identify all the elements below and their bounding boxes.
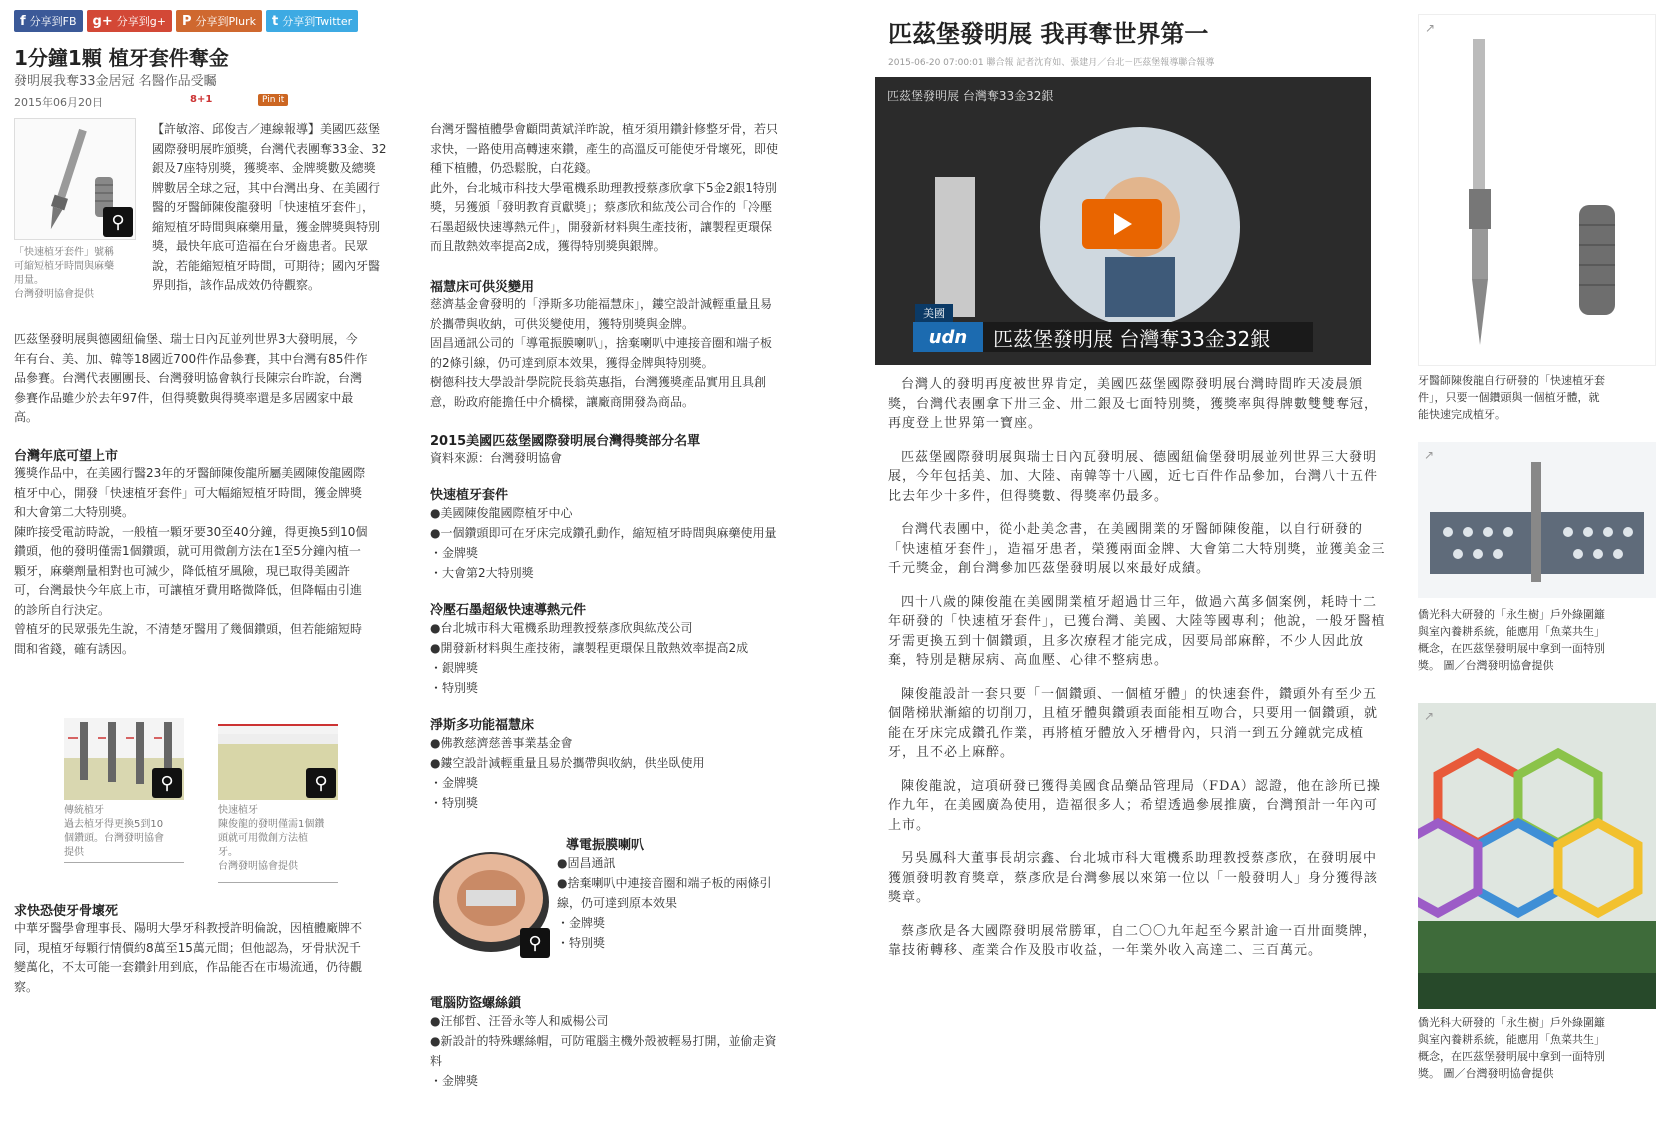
winner-details [430,618,825,698]
implant-kit-photo[interactable] [14,118,136,240]
gplus-icon: g+ [92,13,113,29]
list-item: ・特別獎 [557,936,606,950]
text-line: 台灣牙醫植體學會顧問黃斌洋昨說，植牙須用鑽針修整牙骨，若只 [430,122,779,136]
caption-line: 概念，在匹茲堡發明展中拿到一面特別 [1418,642,1605,655]
text-line: 植牙中心，開發「快速植牙套件」可大幅縮短植牙時間，獲金牌獎 [14,485,363,500]
share-bar [14,10,358,32]
gplus-button[interactable]: 8+1 [190,94,213,105]
list-item: 料 [430,1054,443,1068]
share-twitter-button[interactable] [266,10,358,32]
traditional-implant-photo[interactable] [64,718,184,800]
play-button[interactable] [1082,199,1162,249]
caption-line: 能快速完成植牙。 [1418,408,1506,421]
body-paragraph [430,120,825,257]
text-line: 可，台灣最快今年底上市，可讓植牙費用略微降低，但降幅由引進 [14,583,363,597]
share-label: 分享到Twitter [282,15,353,28]
winner-details [557,853,827,953]
text-line: 的診所自行決定。 [14,602,111,617]
text-line: 和大會第二大特別獎。 [14,505,135,519]
caption-line: 牙醫師陳俊龍自行研發的「快速植牙套 [1418,374,1605,387]
caption-line: 提供 [64,847,84,858]
text-line: 同，現植牙每顆行情價約8萬至15萬元間；但他認為，牙骨狀況千 [14,940,361,955]
video-tag: 美國 [915,304,953,322]
winners-list-title: 2015美國匹茲堡國際發明展台灣得獎部分名單 [430,434,701,449]
text-line: 種下植體，仍恐鬆脫，白花錢。 [430,161,599,175]
section-heading: 福慧床可供災變用 [430,280,535,295]
list-item: ・銀牌獎 [430,661,479,675]
text-line: 國際發明展昨頒獎，台灣代表團奪33金、32 [152,141,387,156]
paragraph: 台灣代表團中，從小赴美念書，在美國開業的牙醫師陳俊龍，以自行研發的「快速植牙套件」，造福牙患者，榮獲兩面金牌、大會第二大特別獎，並獲美金三千元獎金，創台灣參加匹茲堡發明展以來最好成績。 [888,522,1386,576]
zoom-icon[interactable]: ⚲ [306,768,336,798]
winner-title: 淨斯多功能福慧床 [430,718,535,733]
fast-implant-photo[interactable] [218,724,338,800]
caption-line: 件」，只要一個鑽頭與一個植牙體，就 [1418,391,1600,404]
fast-implant-caption [218,804,348,874]
caption-line: 個鑽頭。台灣發明協會 [64,833,164,844]
video-title: 匹茲堡發明展 台灣奪33金32銀 [887,89,1054,103]
share-icon[interactable]: ↗ [1424,709,1435,723]
caption-line: 僑光科大研發的「永生樹」戶外綠圍籬 [1418,1016,1605,1029]
list-item: ●開發新材料與生產技術，讓製程更環保且散熱效率提高2成 [430,641,749,655]
list-item: ・金牌獎 [430,546,479,560]
list-item: ・金牌獎 [430,1074,479,1088]
winner-details [430,733,825,813]
paragraph: 匹茲堡國際發明展與瑞士日內瓦發明展、德國紐倫堡發明展並列世界三大發明展，今年包括美、加、大陸、南韓等十八國，近七百件作品參加，台灣八十五件比去年少十多件，但得獎數、得獎率仍最多。 [888,449,1379,504]
winner-details [430,503,825,583]
text-line: 樹德科技大學設計學院院長翁英惠指，台灣獲獎產品實用且具創 [430,375,767,389]
zoom-icon[interactable]: ⚲ [152,768,182,798]
text-line: 而且散熱效率提高2成，獲得特別獎與銀牌。 [430,239,666,253]
list-item: ●美國陳俊龍國際植牙中心 [430,506,573,520]
section-heading: 求快恐使牙骨壞死 [14,904,119,919]
facebook-icon: f [20,13,26,29]
implant-large-illustration [1419,15,1657,367]
text-line: 縮短植牙時間與麻藥用量，獲金牌獎與特別 [152,219,381,234]
speaker-photo[interactable] [430,840,552,960]
caption-line: 牙。 [218,847,238,858]
traditional-implant-caption [64,804,194,860]
eternal-tree-illustration [1418,703,1656,1009]
caption-line: 「快速植牙套件」號稱 [14,247,114,258]
share-icon[interactable]: ↗ [1424,448,1435,462]
list-item: ●汪郁哲、汪晉永等人和威楊公司 [430,1014,609,1028]
text-line: 獲獎作品中，在美國行醫23年的牙醫師陳俊龍所屬美國陳俊龍國際 [14,466,366,480]
caption-line: 與室內養耕系統，能應用「魚菜共生」 [1418,625,1605,638]
text-line: 年有台、美、加、韓等18國近700件作品參賽，其中台灣有85件作 [14,351,368,366]
text-line: 固昌通訊公司的「導電振膜喇叭」，捨棄喇叭中連接音圈和端子板 [430,336,773,350]
winner-title: 冷壓石墨超級快速導熱元件 [430,603,587,618]
eternal-tree-photo[interactable] [1418,703,1656,1009]
winner-title: 快速植牙套件 [430,488,509,503]
text-line: 中華牙醫學會理事長、陽明大學牙科教授許明倫說，因植體廠牌不 [14,921,363,935]
list-item: ●台北城市科大電機系助理教授蔡彥欣與紘茂公司 [430,621,693,635]
article-meta: 2015-06-20 07:00:01 聯合報 記者沈育如、張建月／台北－匹茲堡報導聯合報導 [888,58,1215,68]
planter-photo[interactable] [1418,442,1656,598]
list-item: ・金牌獎 [557,916,606,930]
paragraph: 陳俊龍說，這項研發已獲得美國食品藥品管理局（FDA）認證，他在診所已操作九年，在美國廣為使用，造福很多人；希望透過參展推廣，台灣預計一年內可上市。 [888,778,1381,833]
text-line: 石墨超級快速導熱元件」，開發新材料與生產技術，讓製程更環保 [430,219,773,234]
winner-title: 導電振膜喇叭 [566,838,645,853]
lead-paragraph [152,120,410,296]
list-item: ・大會第2大特別獎 [430,566,534,580]
plurk-icon: P [181,13,192,29]
caption-line: 用量。 [14,275,44,286]
caption-line: 僑光科大研發的「永生樹」戶外綠圍籬 [1418,608,1605,621]
share-label: 分享到g+ [116,15,166,28]
text-line: 察。 [14,979,39,994]
share-icon[interactable]: ↗ [1425,21,1436,35]
caption-line: 台灣發明協會提供 [218,861,298,872]
list-item: ●鏤空設計減輕重量且易於攜帶與收納，供坐臥使用 [430,756,705,770]
paragraph: 台灣人的發明再度被世界肯定，美國匹茲堡國際發明展台灣時間昨天凌晨頒獎，台灣代表團拿下卅三金、卅二銀及七面特別獎，獲獎率與得牌數雙雙奪冠，再度登上世界第一寶座。 [888,377,1379,431]
body-paragraph [14,919,414,997]
divider [218,882,338,883]
paragraph: 蔡彥欣是各大國際發明展常勝軍，自二〇〇九年起至今累計逾一百卅面獎牌，靠技術轉移、產業合作及股市收益，一年業外收入高達二、三百萬元。 [888,923,1378,958]
text-line: 高。 [14,410,39,424]
text-line: 品參賽。台灣代表團團長、台灣發明協會執行長陳宗台昨說，台灣 [14,371,363,385]
text-line: 說，若能縮短植牙時間，可期待；國內牙醫 [152,258,381,273]
caption-line: 傳統植牙 [64,805,104,816]
caption-line: 台灣發明協會提供 [14,289,94,300]
caption-line: 獎。 圖／台灣發明協會提供 [1418,1067,1554,1080]
video-banner: 匹茲堡發明展 台灣奪33金32銀 [983,322,1313,352]
text-line: 於攜帶與收納，可供災變使用，獲特別獎與金牌。 [430,316,695,331]
text-line: 牌數居全球之冠，其中台灣出身、在美國行 [152,180,381,195]
body-paragraph [14,464,414,659]
implant-photo-caption [1418,372,1663,423]
body-paragraph [430,295,825,412]
list-item: ●一個鑽頭即可在牙床完成鑽孔動作，縮短植牙時間與麻藥使用量 [430,526,777,540]
list-item: ●新設計的特殊螺絲帽，可防電腦主機外殼被輕易打開，並偷走資 [430,1034,777,1048]
text-line: 參賽作品雖少於去年97件，但得獎數與得獎率還是多居國家中最 [14,390,354,405]
text-line: 慈濟基金會發明的「淨斯多功能福慧床」，鏤空設計減輕重量且易 [430,297,773,311]
planter-illustration [1418,442,1656,598]
text-line: 醫的牙醫師陳俊龍發明「快速植牙套件」， [152,200,375,214]
list-item: 線，仍可達到原本效果 [557,896,678,910]
caption-line: 過去植牙得更換5到10 [64,819,164,830]
headline: 1分鐘1顆 植牙套件奪金 [14,46,229,70]
caption-line: 與室內養耕系統，能應用「魚菜共生」 [1418,1033,1605,1046]
implant-photo-large[interactable] [1418,14,1656,366]
text-line: 獎，最快年底可造福在台牙齒患者。民眾 [152,239,369,253]
share-plurk-button[interactable] [176,10,262,32]
body-paragraph [14,330,414,428]
text-line: 曾植牙的民眾張先生說，不清楚牙醫用了幾個鑽頭，但若能縮短時 [14,622,363,636]
zoom-icon[interactable]: ⚲ [520,928,550,958]
video-player[interactable] [875,77,1371,365]
eternal-tree-caption [1418,1014,1663,1082]
zoom-icon[interactable]: ⚲ [103,207,133,237]
twitter-icon: t [272,13,279,29]
text-line: 求快，一路使用高轉速來鑽，產生的高溫反可能使牙骨壞死，即使 [430,141,779,156]
winner-title: 電腦防盜螺絲鎖 [430,996,522,1011]
text-line: 間和省錢，確有誘因。 [14,641,135,656]
play-icon [1110,211,1134,237]
caption-line: 快速植牙 [218,805,258,816]
implant-photo-caption [14,246,138,302]
caption-line: 頭就可用微創方法植 [218,833,308,844]
article-title: 匹茲堡發明展 我再奪世界第一 [888,20,1209,48]
text-line: 鑽頭，他的發明僅需1個鑽頭，就可用微創方法在1至5分鐘內植一 [14,544,361,558]
subheadline: 發明展我奪33金居冠 名醫作品受矚 [14,74,217,89]
winner-details [430,1011,825,1091]
text-line: 此外，台北城市科技大學電機系助理教授蔡彥欣拿下5金2銀1特別 [430,180,777,195]
list-item: ・金牌獎 [430,776,479,790]
list-item: ●佛教慈濟慈善事業基金會 [430,736,573,750]
share-label: 分享到Plurk [195,15,257,28]
text-line: 界則指，該作品成效仍待觀察。 [152,278,321,292]
caption-line: 陳俊龍的發明僅需1個鑽 [218,819,325,830]
share-label: 分享到FB [29,15,77,28]
text-line: 陳昨接受電訪時說，一般植一顆牙要30至40分鐘，得更換5到10個 [14,524,368,539]
article-body [888,375,1388,975]
list-item: ●固昌通訊 [557,856,616,870]
caption-line: 可縮短植牙時間與麻藥 [14,261,114,272]
caption-line: 獎。 圖／台灣發明協會提供 [1418,659,1554,672]
list-item: ●捨棄喇叭中連接音圈和端子板的兩條引 [557,876,772,890]
publish-date: 2015年06月20日 [14,96,103,109]
paragraph: 四十八歲的陳俊龍在美國開業植牙超過廿三年，做過六萬多個案例，耗時十二年研發的「快速植牙套件」，已獲台灣、美國、大陸等國專利；他說，一般牙醫植牙需更換五到十個鑽頭，且多次療程才能完成，因要局部麻醉，不少人因此放棄，特別是糖尿病、高血壓、心律不整病患。 [888,594,1386,668]
text-line: 獎，另獲頒「發明教育貢獻獎」；蔡彥欣和紘茂公司合作的「冷壓 [430,200,773,214]
paragraph: 陳俊龍設計一套只要「一個鑽頭、一個植牙體」的快速套件，鑽頭外有至少五個階梯狀漸縮的切削刀，且植牙體與鑽頭表面能相互吻合，只要用一個鑽頭，就能在牙床完成鑽孔作業，再將植牙體放入牙槽骨內，只消一到五分鐘就完成植牙，且不必上麻醉。 [888,686,1379,760]
text-line: 顆牙，麻藥劑量相對也可減少，降低植牙風險，現已取得美國許 [14,563,351,578]
udn-logo: udn [913,322,983,352]
section-heading: 台灣年底可望上市 [14,449,119,464]
caption-line: 概念，在匹茲堡發明展中拿到一面特別 [1418,1050,1605,1063]
text-line: 銀及7座特別獎，獲獎率、金牌獎數及總獎 [152,161,376,175]
pinit-button[interactable]: Pin it [258,94,288,106]
share-facebook-button[interactable] [14,10,83,32]
text-line: 變萬化，不太可能一套鑽針用到底，作品能否在市場流通，仍待觀 [14,960,363,974]
text-line: 的2條引線，仍可達到原本效果，獲得金牌與特別獎。 [430,355,714,370]
winners-list-source: 資料來源：台灣發明協會 [430,451,563,465]
share-gplus-button[interactable] [87,10,172,32]
text-line: 意，盼政府能擔任中介橋樑，讓廠商開發為商品。 [430,394,695,409]
list-item: ・特別獎 [430,796,479,810]
list-item: ・特別獎 [430,681,479,695]
paragraph: 另吳鳳科大董事長胡宗鑫、台北城市科大電機系助理教授蔡彥欣，在發明展中獲頒發明教育獎章，蔡彥欣是台灣參展以來第一位以「一般發明人」身分獲得該獎章。 [888,851,1379,905]
planter-photo-caption [1418,606,1663,674]
divider [64,862,184,863]
text-line: 【許敏溶、邱俊吉／連線報導】美國匹茲堡 [152,122,381,136]
text-line: 匹茲堡發明展與德國紐倫堡、瑞士日內瓦並列世界3大發明展，今 [14,332,358,346]
